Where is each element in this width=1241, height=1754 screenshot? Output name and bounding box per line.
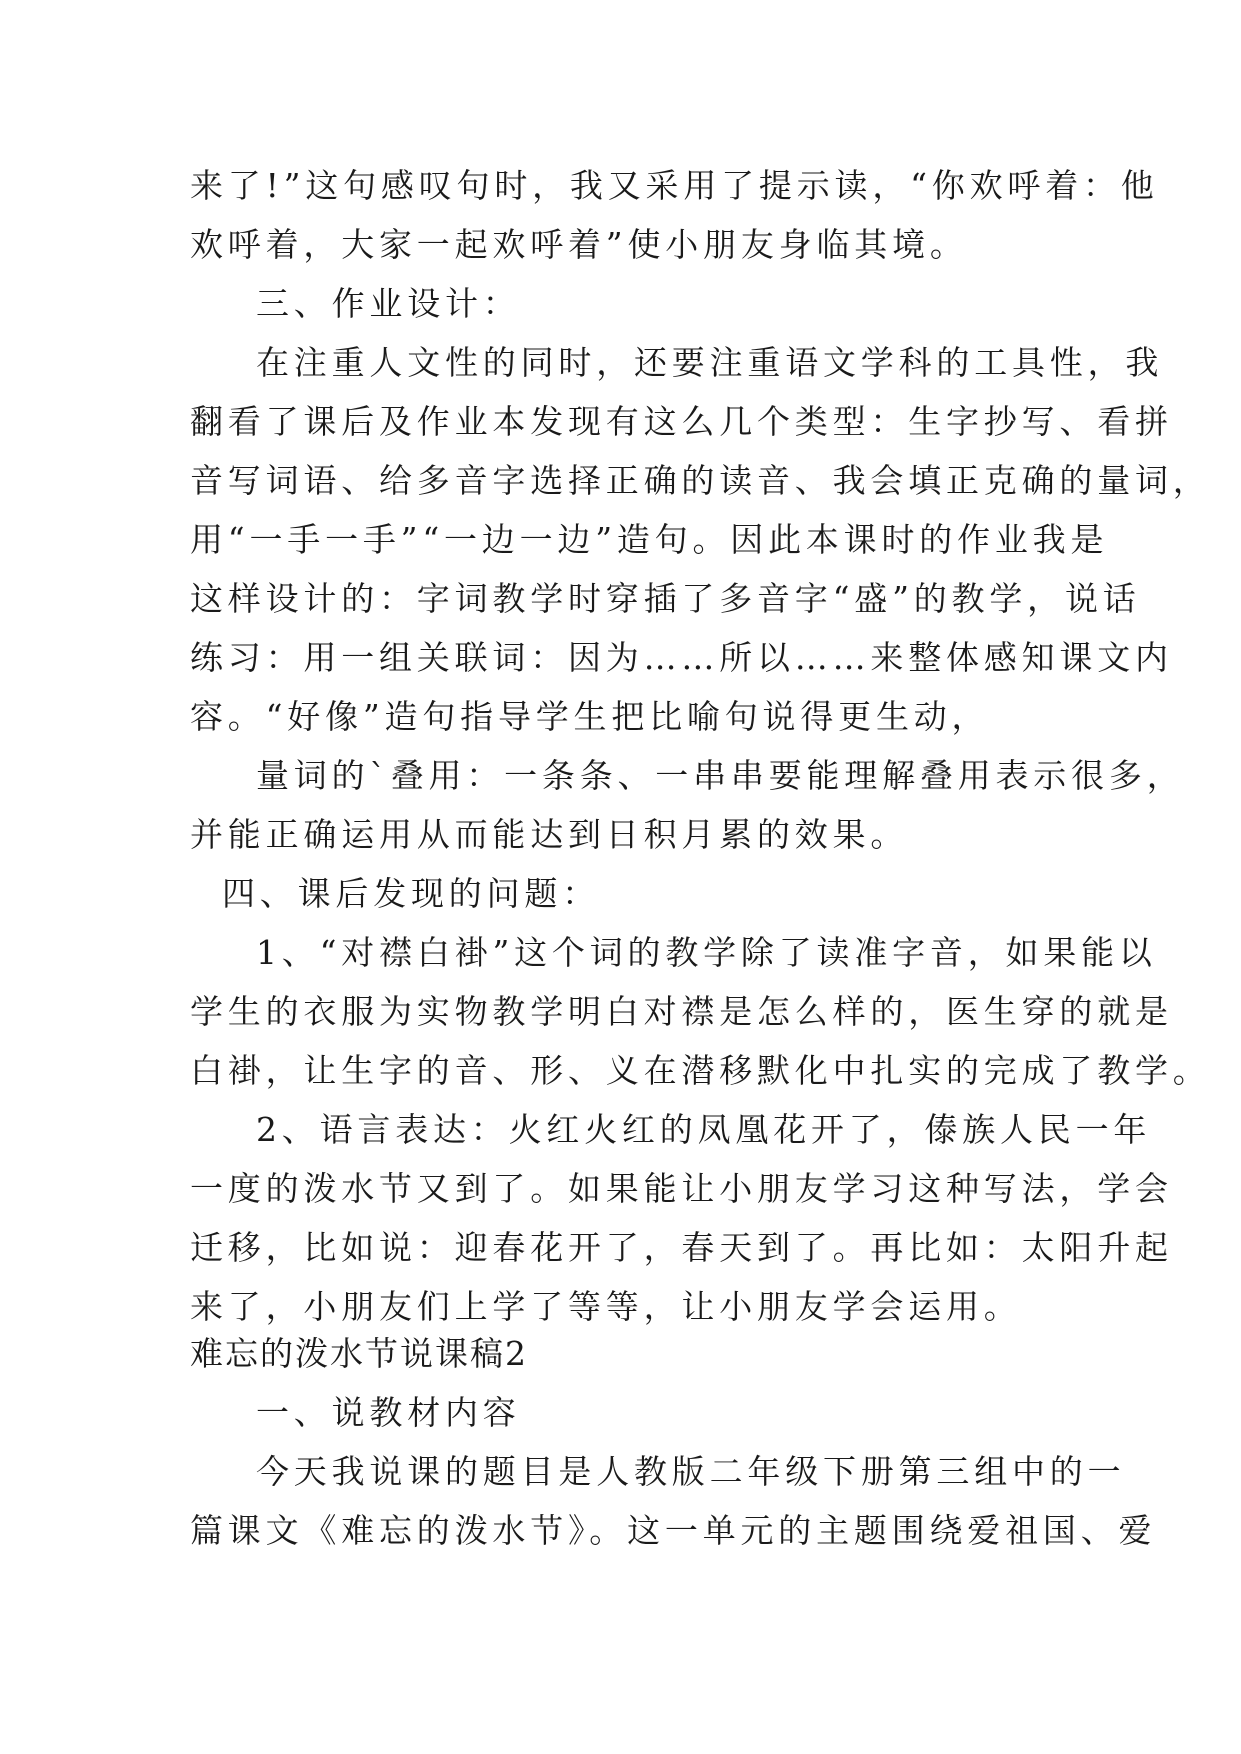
document-subtitle: 难忘的泼水节说课稿2 [190,1334,528,1373]
text-line: 翻看了课后及作业本发现有这么几个类型：生字抄写、看拼 [190,402,1173,441]
text-line: 来了!”这句感叹句时，我又采用了提示读，“你欢呼着：他 [190,166,1159,205]
text-line: 学生的衣服为实物教学明白对襟是怎么样的，医生穿的就是 [190,992,1173,1031]
text-line: 1、“对襟白褂”这个词的教学除了读准字音，如果能以 [256,933,1157,972]
section-heading: 三、作业设计： [256,284,521,323]
text-line: 量词的`叠用：一条条、一串串要能理解叠用表示很多， [256,756,1185,795]
text-line: 一度的泼水节又到了。如果能让小朋友学习这种写法，学会 [190,1169,1173,1208]
text-line: 用“一手一手”“一边一边”造句。因此本课时的作业我是 [190,520,1109,559]
text-line: 今天我说课的题目是人教版二年级下册第三组中的一 [256,1452,1126,1491]
section-heading: 一、说教材内容 [256,1393,521,1432]
text-line: 迁移，比如说：迎春花开了，春天到了。再比如：太阳升起 [190,1228,1173,1267]
text-line: 来了，小朋友们上学了等等，让小朋友学会运用。 [190,1287,1022,1326]
text-line: 白褂，让生字的音、形、义在潜移默化中扎实的完成了教学。 [190,1051,1211,1090]
text-line: 2、语言表达：火红火红的凤凰花开了，傣族人民一年 [256,1110,1152,1149]
text-line: 容。“好像”造句指导学生把比喻句说得更生动， [190,697,990,736]
text-line: 在注重人文性的同时，还要注重语文学科的工具性，我 [256,343,1164,382]
text-line: 欢呼着，大家一起欢呼着”使小朋友身临其境。 [190,225,968,264]
text-line: 并能正确运用从而能达到日积月累的效果。 [190,815,909,854]
text-line: 练习：用一组关联词：因为……所以……来整体感知课文内 [190,638,1173,677]
text-line: 篇课文《难忘的泼水节》。这一单元的主题围绕爱祖国、爱 [190,1511,1157,1550]
text-line: 音写词语、给多音字选择正确的读音、我会填正克确的量词， [190,461,1211,500]
section-heading: 四、课后发现的问题： [222,874,600,913]
text-line: 这样设计的：字词教学时穿插了多音字“盛”的教学，说话 [190,579,1141,618]
